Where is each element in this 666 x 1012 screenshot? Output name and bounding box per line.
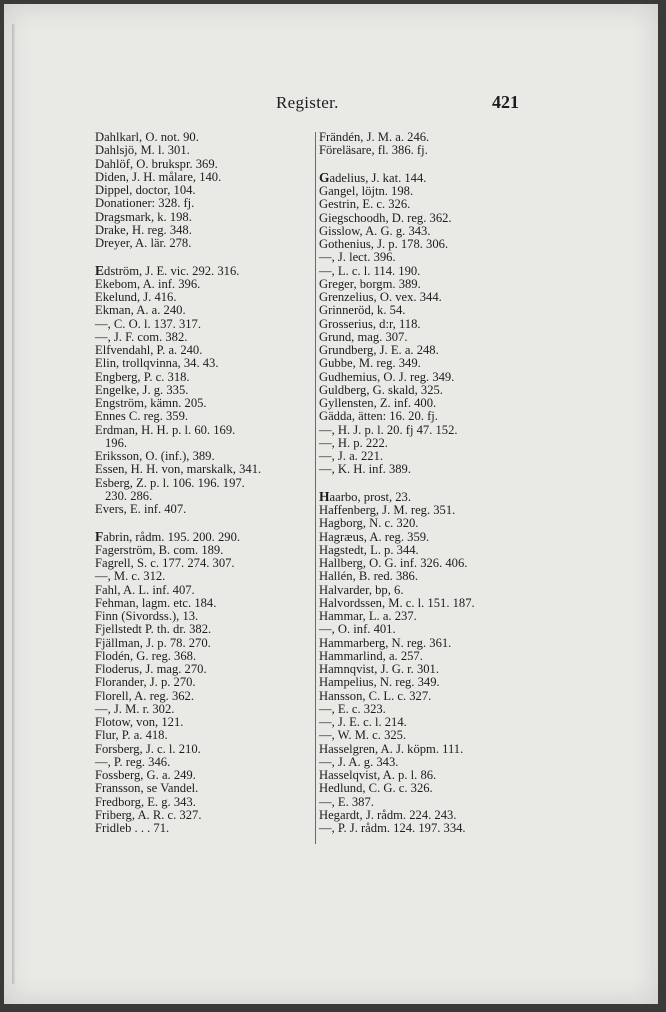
column-divider — [315, 132, 316, 844]
section-gap — [95, 250, 313, 263]
register-entry: Erdman, H. H. p. l. 60. 169. — [95, 422, 236, 437]
section-gap — [319, 477, 529, 490]
register-entry: Drake, H. reg. 348. — [95, 222, 192, 237]
register-entry — [95, 530, 313, 544]
register-entry: —, L. c. l. 114. 190. — [319, 263, 421, 278]
register-entry: Flotow, von, 121. — [95, 715, 184, 729]
register-entry: Essen, H. H. von, marskalk, 341. — [95, 462, 262, 477]
register-entry: Grosserius, d:r, 118. — [319, 316, 421, 331]
register-entry: Hammarlind, a. 257. — [319, 648, 423, 663]
entry-text: adelius, J. kat. 144. — [329, 170, 427, 185]
register-entry: —, E. 387. — [319, 794, 374, 809]
register-entry: 230. 286. — [105, 488, 153, 503]
entry-text: abrin, rådm. 195. 200. 290. — [103, 529, 241, 544]
register-column-left — [95, 131, 313, 835]
section-gap — [319, 158, 529, 171]
register-entry: Diden, J. H. målare, 140. — [95, 169, 222, 184]
register-entry: Gothenius, J. p. 178. 306. — [319, 237, 449, 251]
register-entry — [319, 490, 529, 504]
register-entry — [95, 264, 313, 278]
register-entry: Dahlkarl, O. not. 90. — [95, 130, 199, 144]
register-entry: Dahlöf, O. brukspr. 369. — [95, 156, 218, 171]
register-entry: —, H. J. p. l. 20. fj 47. 152. — [319, 422, 458, 437]
register-entry: —, P. J. rådm. 124. 197. 334. — [319, 821, 466, 835]
register-entry: Hansson, C. L. c. 327. — [319, 688, 432, 703]
register-entry: —, J. A. g. 343. — [319, 754, 399, 769]
register-entry: Flur, P. a. 418. — [95, 728, 168, 743]
register-entry: Elin, trollqvinna, 34. 43. — [95, 356, 219, 371]
register-entry: —, J. F. com. 382. — [95, 329, 188, 344]
register-entry: Hallén, B. red. 386. — [319, 569, 418, 584]
register-entry: Engelke, J. g. 335. — [95, 382, 189, 397]
register-entry: Forsberg, J. c. l. 210. — [95, 741, 201, 756]
register-entry: Donationer: 328. fj. — [95, 196, 195, 211]
register-entry: Gädda, ätten: 16. 20. fj. — [319, 409, 438, 424]
register-entry: Haffenberg, J. M. reg. 351. — [319, 503, 456, 517]
register-entry: Dippel, doctor, 104. — [95, 183, 196, 197]
register-entry: Dahlsjö, M. l. 301. — [95, 143, 190, 158]
register-entry: Esberg, Z. p. l. 106. 196. 197. — [95, 475, 245, 490]
register-entry: Gisslow, A. G. g. 343. — [319, 223, 431, 238]
register-entry: Hammar, L. a. 237. — [319, 609, 417, 623]
register-entry: Ennes C. reg. 359. — [95, 409, 189, 424]
register-entry: Hampelius, N. reg. 349. — [319, 675, 440, 690]
entry-text: aarbo, prost, 23. — [329, 489, 412, 504]
register-entry: Grinneröd, k. 54. — [319, 303, 406, 318]
register-entry: Florander, J. p. 270. — [95, 675, 196, 690]
entry-text: dström, J. E. vic. 292. 316. — [104, 263, 240, 278]
register-entry: Hasselgren, A. J. köpm. 111. — [319, 741, 464, 756]
section-initial-letter: H — [319, 488, 330, 504]
register-entry: Floderus, J. mag. 270. — [95, 662, 207, 676]
register-entry: —, M. c. 312. — [95, 569, 166, 584]
register-entry: Hamnqvist, J. G. r. 301. — [319, 662, 439, 676]
register-entry: Fehman, lagm. etc. 184. — [95, 595, 217, 610]
register-entry: Gudhemius, O. J. reg. 349. — [319, 369, 455, 384]
register-entry: 196. — [105, 435, 128, 450]
register-entry: Halvordssen, M. c. l. 151. 187. — [319, 595, 475, 610]
register-entry: Fjällman, J. p. 78. 270. — [95, 635, 211, 650]
register-entry: —, W. M. c. 325. — [319, 728, 407, 743]
register-entry: —, J. E. c. l. 214. — [319, 715, 407, 729]
register-entry: —, J. lect. 396. — [319, 250, 396, 265]
register-entry: Fagrell, S. c. 177. 274. 307. — [95, 556, 235, 570]
register-entry: Fjellstedt P. th. dr. 382. — [95, 622, 212, 637]
register-entry: Evers, E. inf. 407. — [95, 502, 187, 516]
register-entry: Gubbe, M. reg. 349. — [319, 356, 421, 371]
register-entry: Frändén, J. M. a. 246. — [319, 130, 430, 144]
register-entry: Hedlund, C. G. c. 326. — [319, 781, 433, 796]
register-entry: Halvarder, bp, 6. — [319, 582, 404, 597]
register-entry: Ekman, A. a. 240. — [95, 303, 186, 318]
register-entry: Engström, kämn. 205. — [95, 396, 207, 410]
register-entry: Elfvendahl, P. a. 240. — [95, 343, 203, 357]
register-entry: Grenzelius, O. vex. 344. — [319, 290, 442, 304]
register-entry: Fridleb . . . 71. — [95, 821, 170, 835]
register-entry: Dragsmark, k. 198. — [95, 209, 192, 224]
register-entry: Gyllensten, Z. inf. 400. — [319, 396, 437, 410]
register-entry: Grund, mag. 307. — [319, 329, 408, 344]
section-initial-letter: F — [95, 528, 104, 544]
register-entry: Hagstedt, L. p. 344. — [319, 542, 419, 557]
page-number: 421 — [492, 92, 519, 112]
register-entry: —, H. p. 222. — [319, 435, 388, 450]
register-entry: Giegschoodh, D. reg. 362. — [319, 210, 452, 225]
register-entry: Guldberg, G. skald, 325. — [319, 382, 443, 397]
register-entry: Dreyer, A. lär. 278. — [95, 236, 192, 250]
register-entry: Florell, A. reg. 362. — [95, 688, 194, 703]
register-entry: —, P. reg. 346. — [95, 754, 171, 769]
register-entry: Hagræus, A. reg. 359. — [319, 529, 430, 544]
page-spine-shadow — [12, 24, 15, 984]
register-entry: Greger, borgm. 389. — [319, 276, 421, 291]
register-entry: Föreläsare, fl. 386. fj. — [319, 143, 428, 158]
register-entry: —, E. c. 323. — [319, 701, 386, 716]
register-entry: Hammarberg, N. reg. 361. — [319, 635, 452, 650]
register-entry: Finn (Sivordss.), 13. — [95, 609, 199, 623]
register-entry: Grundberg, J. E. a. 248. — [319, 343, 439, 357]
register-entry: Gestrin, E. c. 326. — [319, 197, 411, 212]
register-entry: Fahl, A. L. inf. 407. — [95, 582, 195, 597]
register-entry: —, J. a. 221. — [319, 449, 384, 463]
register-entry: Gangel, löjtn. 198. — [319, 184, 414, 198]
register-entry: Eriksson, O. (inf.), 389. — [95, 449, 215, 463]
register-entry: Fagerström, B. com. 189. — [95, 542, 224, 557]
register-entry: Hagborg, N. c. 320. — [319, 516, 419, 531]
register-entry: Hallberg, O. G. inf. 326. 406. — [319, 556, 468, 570]
register-entry: Fossberg, G. a. 249. — [95, 768, 196, 782]
register-entry: —, J. M. r. 302. — [95, 701, 175, 716]
register-entry: —, O. inf. 401. — [319, 622, 396, 637]
register-entry: Friberg, A. R. c. 327. — [95, 807, 202, 822]
register-entry: —, K. H. inf. 389. — [319, 462, 411, 477]
register-entry: Flodén, G. reg. 368. — [95, 648, 197, 663]
page-header-title: Register. — [276, 93, 339, 112]
register-entry: Hegardt, J. rådm. 224. 243. — [319, 807, 457, 822]
register-entry: Hasselqvist, A. p. l. 86. — [319, 768, 437, 782]
register-entry — [319, 171, 529, 185]
register-entry: Ekebom, A. inf. 396. — [95, 276, 201, 291]
section-initial-letter: E — [95, 262, 105, 278]
register-entry: Engberg, P. c. 318. — [95, 369, 190, 384]
book-page — [4, 4, 658, 1004]
register-column-right — [319, 131, 529, 835]
section-gap — [95, 516, 313, 529]
section-initial-letter: G — [319, 169, 330, 185]
register-entry: Ekelund, J. 416. — [95, 290, 177, 304]
register-entry: Fransson, se Vandel. — [95, 781, 199, 796]
register-entry: —, C. O. l. 137. 317. — [95, 316, 202, 331]
register-entry: Fredborg, E. g. 343. — [95, 794, 196, 809]
